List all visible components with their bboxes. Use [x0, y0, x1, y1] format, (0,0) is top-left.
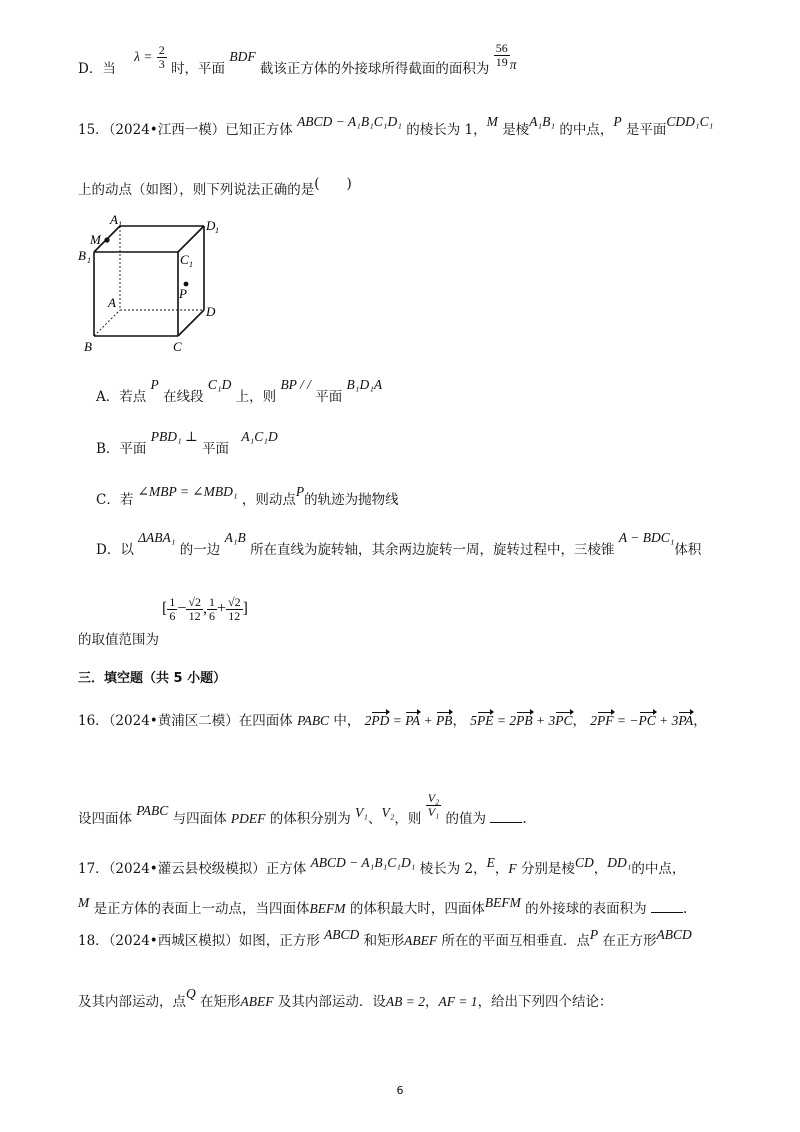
label-c1: C	[180, 252, 189, 267]
label-b1-sub: 1	[87, 256, 91, 265]
label-b1: B	[78, 248, 86, 263]
label-d: D	[206, 304, 216, 319]
q16-stem-line2: 设四面体 PABC 与四面体 PDEF 的体积分别为 V₁、V₂，则 $\frac{\text{V₂}}{\text{V₁}}$ 的值为 .	[78, 791, 527, 827]
q15-range-expression: [ $\frac{1}{6}$ − $\frac{√2}{12}$ , $\frac{1}{6}$ + $\frac{√2}{12}$ ]	[162, 595, 248, 623]
area-fraction: $\frac{56}{19}$	[495, 41, 508, 69]
q16-answer-blank[interactable]	[490, 810, 522, 823]
q15-option-c: C．若 ∠MBP = ∠MBD₁ ，则动点P的轨迹为抛物线	[96, 484, 399, 508]
q15-cube-figure	[76, 208, 226, 358]
q16-ratio: $\frac{\text{V₂}}{\text{V₁}}$	[427, 791, 440, 819]
q17-stem-line2: M 是正方体的表面上一动点，当四面体BEFM 的体积最大时，四面体BEFM 的外接球的表面积为 .	[78, 895, 688, 917]
label-c: C	[173, 339, 182, 354]
q15-option-b: B．平面 PBD₁ ⊥ 平面 A₁C₁D	[96, 429, 278, 457]
q18-stem-line1: 18．（2024•西城区模拟）如图，正方形 ABCD 和矩形ABEF 所在的平面互相垂直．点P 在正方形ABCD	[78, 927, 692, 949]
lambda-fraction: $\frac{2}{3}$	[158, 43, 165, 71]
hidden-edge-ba	[94, 310, 120, 336]
q15-option-a: A．若点 P 在线段 C₁D 上，则 BP / / 平面 B₁D₁A	[96, 377, 383, 405]
q17-stem-line1: 17．（2024•灌云县校级模拟）正方体 ABCD − A₁B₁C₁D₁ 棱长为 2，E，F 分别是棱CD，DD₁的中点，	[78, 855, 686, 877]
label-m: M	[90, 232, 101, 247]
label-d1-sub: 1	[215, 226, 219, 235]
q15-stem-line2: 上的动点（如图），则下列说法正确的是( )	[78, 176, 352, 198]
q15-range-label: 的取值范围为	[78, 632, 159, 648]
page-number: 6	[396, 1084, 404, 1097]
label-a: A	[108, 295, 116, 310]
point-m	[104, 237, 109, 242]
label-b: B	[84, 339, 92, 354]
q16-eq1: 2PD = PA + PB	[364, 713, 453, 728]
label-p: P	[179, 286, 187, 301]
edge-c1d1	[178, 226, 204, 252]
edge-cd	[178, 310, 204, 336]
label-a1: A	[110, 212, 118, 227]
label-a1-sub: 1	[118, 220, 122, 229]
q16-stem-line1: 16．（2024•黄浦区二模）在四面体 PABC 中， 2PD = PA + PB， 5PE = 2PB + 3PC， 2PF = −PC + 3PA，	[78, 713, 707, 729]
label-c1-sub: 1	[189, 260, 193, 269]
label-d1: D	[206, 218, 216, 233]
q15-option-d: D．以 ΔABA₁ 的一边 A₁B 所在直线为旋转轴，其余两边旋转一周，旋转过程中，三棱锥 A − BDC₁体积	[96, 530, 702, 558]
q16-eq3: 2PF = −PC + 3PA	[590, 713, 694, 728]
q17-answer-blank[interactable]	[651, 900, 683, 913]
q16-eq2: 5PE = 2PB + 3PC	[470, 713, 573, 728]
q14-option-d: D．当 λ = $\frac{2}{3}$ 时，平面 BDF 截该正方体的外接球所得截面的面积为 $\frac{56}{19}$ π	[78, 41, 517, 77]
q18-stem-line2: 及其内部运动，点Q 在矩形ABEF 及其内部运动．设AB = 2，AF = 1，给出下列四个结论：	[78, 986, 613, 1010]
q15-stem-line1: 15．（2024•江西一模）已知正方体 ABCD − A₁B₁C₁D₁ 的棱长为 1，M 是棱A₁B₁ 的中点，P 是平面CDD₁C₁	[78, 114, 714, 138]
section3-header: 三．填空题（共 5 小题）	[78, 671, 227, 686]
